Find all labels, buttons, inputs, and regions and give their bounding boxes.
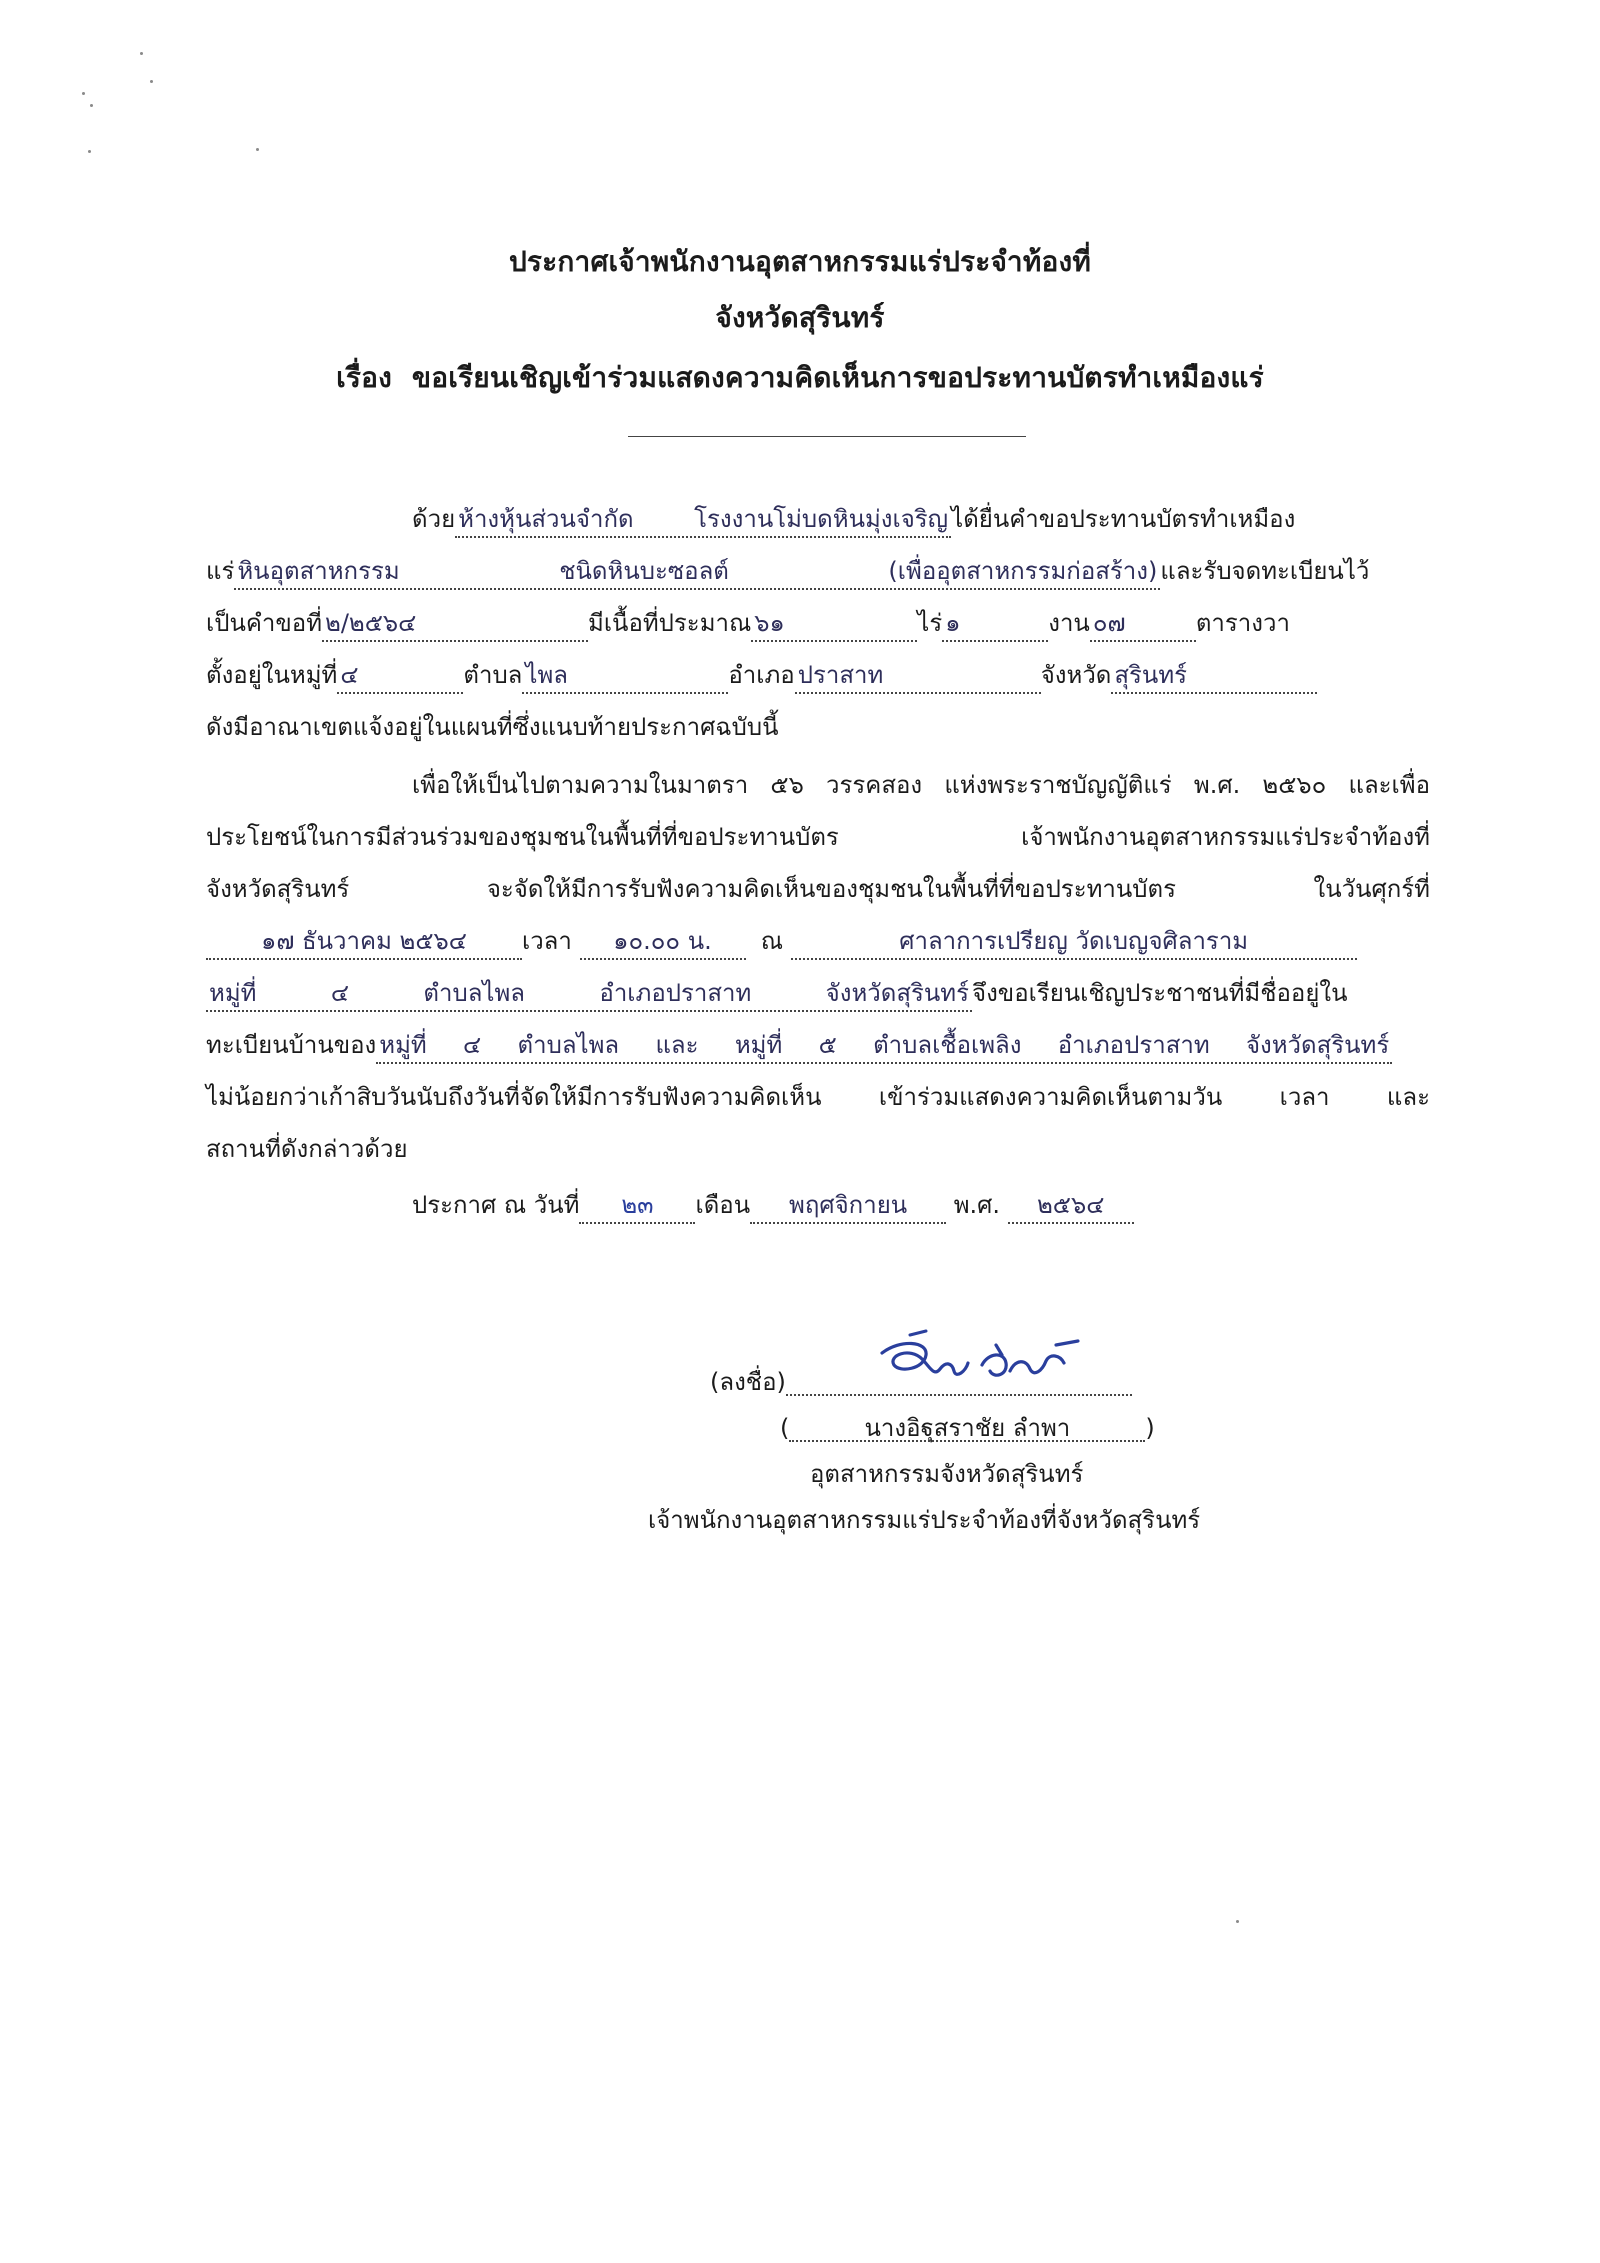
signer-name: นางอิฐุสราชัย ลำพา <box>789 1408 1145 1448</box>
text-segment: จังหวัด <box>1040 661 1112 689</box>
mineral-field: หินอุตสาหกรรม ชนิดหินบะซอลต์ (เพื่ออุตสาหกรรมก่อสร้าง) <box>234 546 1160 596</box>
announce-year-field: ๒๕๖๔ <box>1008 1180 1134 1230</box>
para2-line-3: จังหวัดสุรินทร์ จะจัดให้มีการรับฟังความคิดเห็นของชุมชนในพื้นที่ที่ขอประทานบัตร ในวันศุกร์ที่ <box>206 875 1430 903</box>
announce-day-field: ๒๓ <box>579 1180 695 1230</box>
text-segment: ประกาศ ณ วันที่ <box>412 1191 580 1219</box>
signer-name-line <box>780 1408 1155 1448</box>
para2-line-8: สถานที่ดังกล่าวด้วย <box>206 1135 408 1163</box>
tambon-field: ไพล <box>522 650 728 700</box>
text-segment: เป็นคำขอที่ <box>206 609 323 637</box>
area-wa-field: ๐๗ <box>1090 598 1196 648</box>
para1-line-5: ดังมีอาณาเขตแจ้งอยู่ในแผนที่ซึ่งแนบท้ายประกาศฉบับนี้ <box>206 713 779 741</box>
header-divider <box>628 436 1026 437</box>
scan-speck <box>150 80 153 83</box>
text-segment: ณ <box>760 927 784 955</box>
venue-address-field: หมู่ที่ ๔ ตำบลไพล อำเภอปราสาท จังหวัดสุรินทร์ <box>206 968 972 1018</box>
text-segment: เวลา <box>522 927 572 955</box>
para2-line-2: ประโยชน์ในการมีส่วนร่วมของชุมชนในพื้นที่ที่ขอประทานบัตร เจ้าพนักงานอุตสาหกรรมแร่ประจำท้องที่ <box>206 823 1430 851</box>
announce-date-line <box>412 1180 1312 1230</box>
scan-speck <box>1236 1920 1239 1923</box>
area-ngan-field: ๑ <box>942 598 1048 648</box>
signer-title-1: อุตสาหกรรมจังหวัดสุรินทร์ <box>810 1460 1084 1488</box>
text-segment: และรับจดทะเบียนไว้ <box>1160 557 1370 585</box>
text-segment: ด้วย <box>412 505 456 533</box>
scan-speck <box>88 150 91 153</box>
registry-area-field: หมู่ที่ ๔ ตำบลไพล และ หมู่ที่ ๕ ตำบลเชื้อเพลิง อำเภอปราสาท จังหวัดสุรินทร์ <box>376 1020 1392 1070</box>
text-segment: ) <box>1145 1414 1155 1442</box>
moo-field: ๔ <box>337 650 463 700</box>
hearing-time-field: ๑๐.๐๐ น. <box>580 916 746 966</box>
text-segment: ตั้งอยู่ในหมู่ที่ <box>206 661 338 689</box>
province-field: สุรินทร์ <box>1111 650 1317 700</box>
area-rai-field: ๖๑ <box>751 598 917 648</box>
announce-month-field: พฤศจิกายน <box>750 1180 946 1230</box>
para2-line-5 <box>206 968 1430 1018</box>
text-segment: อำเภอ <box>728 661 795 689</box>
para1-line-1 <box>206 494 1430 544</box>
para1-line-4 <box>206 650 1430 700</box>
text-segment: ตำบล <box>463 661 523 689</box>
text-segment: มีเนื้อที่ประมาณ <box>588 609 752 637</box>
para1-line-3 <box>206 598 1430 648</box>
hearing-date-field: ๑๗ ธันวาคม ๒๕๖๔ <box>206 916 522 966</box>
para1-line-2 <box>206 546 1430 596</box>
para2-line-1 <box>206 760 1430 810</box>
text-segment: เดือน <box>695 1191 751 1219</box>
subject-heading <box>0 356 1600 400</box>
signer-title-2: เจ้าพนักงานอุตสาหกรรมแร่ประจำท้องที่จังหวัดสุรินทร์ <box>648 1506 1201 1534</box>
signature-line-field <box>786 1362 1132 1402</box>
sign-line <box>710 1362 1132 1402</box>
text-segment: ตารางวา <box>1195 609 1290 637</box>
text-segment: จึงขอเรียนเชิญประชาชนที่มีชื่ออยู่ใน <box>972 979 1348 1007</box>
para2-line-6 <box>206 1020 1430 1070</box>
applicant-field: ห้างหุ้นส่วนจำกัด โรงงานโม่บดหินมุ่งเจริญ <box>455 494 951 544</box>
text-segment: ไร่ <box>917 609 943 637</box>
text-segment: ( <box>780 1414 790 1442</box>
para2-line-4 <box>206 916 1430 966</box>
scan-speck <box>82 92 85 95</box>
para2-line-7: ไม่น้อยกว่าเก้าสิบวันนับถึงวันที่จัดให้มีการรับฟังความคิดเห็น เข้าร่วมแสดงความคิดเห็นตามวัน เวลา และ <box>206 1083 1430 1111</box>
scan-speck <box>256 148 259 151</box>
text-segment: เพื่อให้เป็นไปตามความในมาตรา ๕๖ วรรคสอง แห่งพระราชบัญญัติแร่ พ.ศ. ๒๕๖๐ และเพื่อ <box>412 771 1430 799</box>
sign-label: (ลงชื่อ) <box>710 1368 786 1396</box>
text-segment: แร่ <box>206 557 235 585</box>
amphoe-field: ปราสาท <box>795 650 1041 700</box>
scan-speck <box>90 104 93 107</box>
subject-label: เรื่อง <box>336 361 392 394</box>
venue-field: ศาลาการเปรียญ วัดเบญจศิลาราม <box>791 916 1357 966</box>
text-segment: พ.ศ. <box>953 1191 1001 1219</box>
text-segment: ทะเบียนบ้านของ <box>206 1031 377 1059</box>
request-number-field: ๒/๒๕๖๔ <box>322 598 588 648</box>
title-line-1: ประกาศเจ้าพนักงานอุตสาหกรรมแร่ประจำท้องที่ <box>508 245 1092 278</box>
subject-text: ขอเรียนเชิญเข้าร่วมแสดงความคิดเห็นการขอประทานบัตรทำเหมืองแร่ <box>411 361 1264 394</box>
scan-speck <box>140 52 143 55</box>
text-segment: ได้ยื่นคำขอประทานบัตรทำเหมือง <box>951 505 1296 533</box>
text-segment: งาน <box>1048 609 1090 637</box>
title-line-2: จังหวัดสุรินทร์ <box>715 301 885 334</box>
